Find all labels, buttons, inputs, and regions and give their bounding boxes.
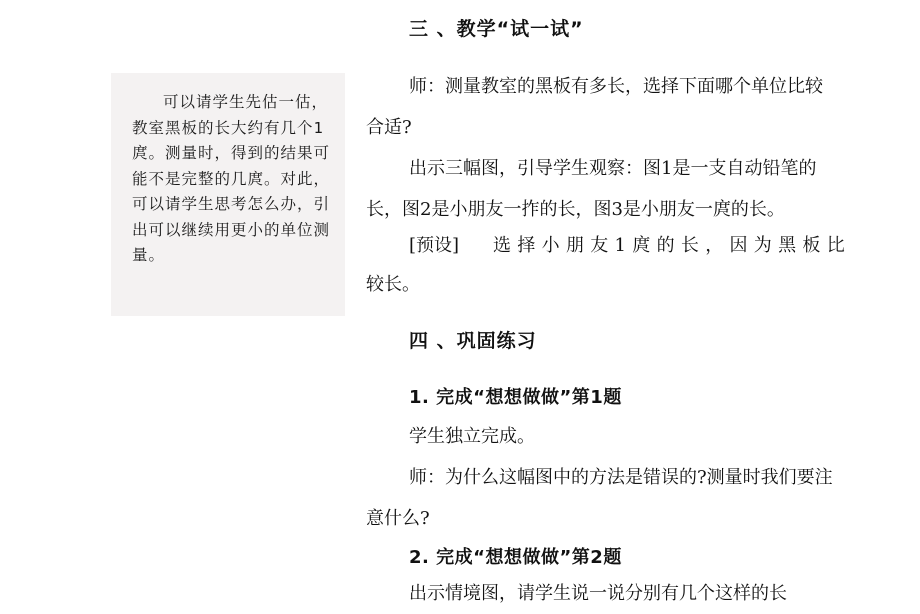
independent-work-paragraph: 学生独立完成。 <box>409 426 535 447</box>
teacher-question-paragraph: 师：测量教室的黑板有多长，选择下面哪个单位比较合适? <box>366 76 823 138</box>
preset-tag: [预设] <box>409 235 460 256</box>
preset-answer-continuation: 较长。 <box>366 274 420 295</box>
situation-paragraph: 出示情境图，请学生说一说分别有几个这样的长 <box>409 583 787 604</box>
exercise-heading-2: 2. 完成“想想做做”第2题 <box>409 547 622 568</box>
exercise-heading-1: 1. 完成“想想做做”第1题 <box>409 387 622 408</box>
preset-answer-line <box>409 231 851 257</box>
section-heading-try: 三 、教学“试一试” <box>409 18 584 40</box>
margin-note: 可以请学生先估一估，教室黑板的长大约有几个1庹。测量时，得到的结果可能不是完整的几庹。对此，可以请学生思考怎么办，引出可以继续用更小的单位测量。 <box>111 73 345 316</box>
show-pictures-paragraph: 出示三幅图，引导学生观察：图1是一支自动铅笔的长，图2是小朋友一拃的长，图3是小朋友一庹的长。 <box>366 158 817 220</box>
preset-answer-text: 选择小朋友1庹的长，因为黑板比 <box>493 235 851 256</box>
error-question-paragraph: 师：为什么这幅图中的方法是错误的?测量时我们要注意什么? <box>366 467 833 529</box>
section-heading-practice: 四 、巩固练习 <box>409 330 537 352</box>
